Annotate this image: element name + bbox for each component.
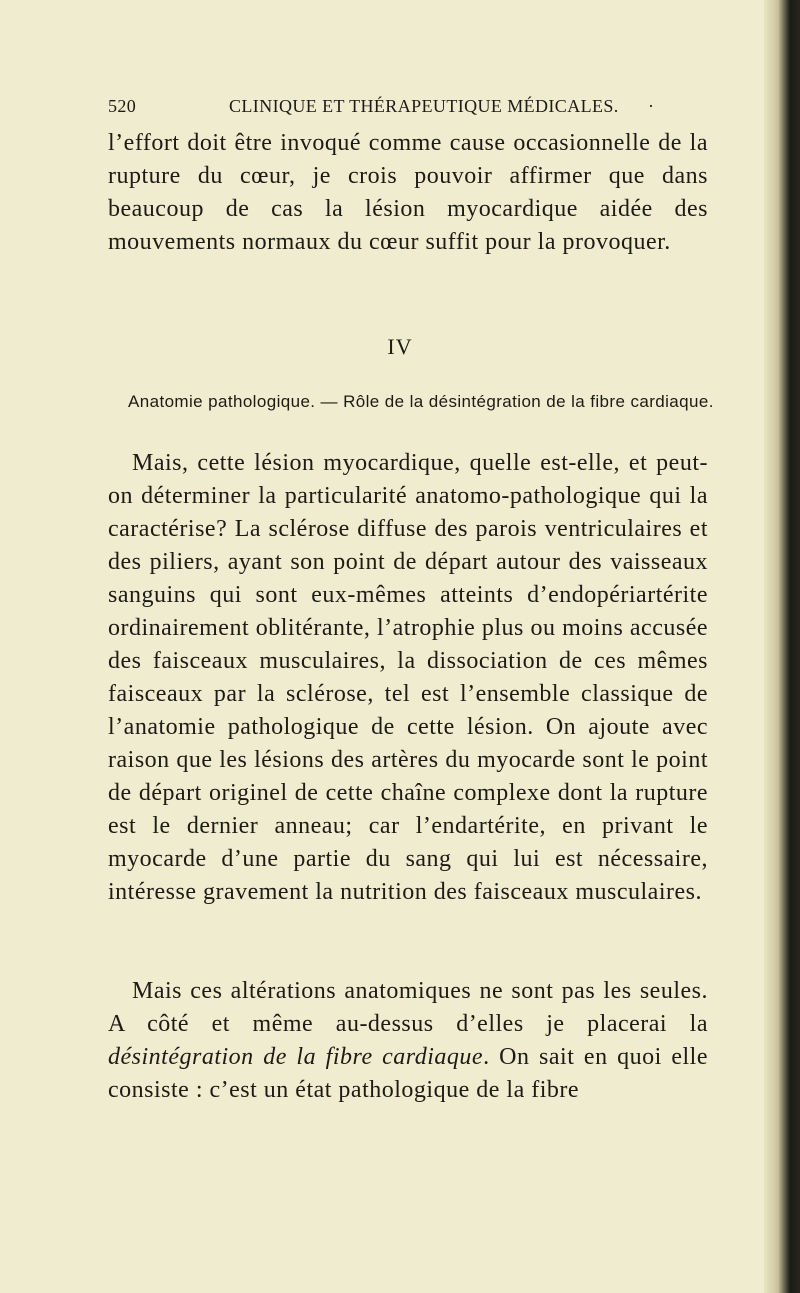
paragraph-3-text-start: Mais ces altérations anatomiques ne sont pas les seules. A côté et même au-dessus d’elles je placerai la <box>108 978 708 1037</box>
page-number: 520 <box>108 96 137 116</box>
paragraph-3-text-end: . On sait en quoi elle consiste : c’est un état pathologique de la fibre <box>108 1044 708 1103</box>
running-header <box>108 96 708 118</box>
page-edge-shadow <box>764 0 800 1293</box>
paragraph-2: Mais, cette lésion myocardique, quelle est-elle, et peut-on déterminer la particularité anatomo-pathologique qui la caractérise? La sclérose diffuse des parois ventriculaires et des piliers, ayant son point de départ autour des vaisseaux sanguins qui sont eux-mêmes atteints d’endopériartérite ordinairement oblitérante, l’atrophie plus ou moins accusée des faisceaux musculaires, la dissociation de ces mêmes faisceaux par la sclérose, tel est l’ensemble classique de l’anatomie pathologique de cette lésion. On ajoute avec raison que les lésions des artères du myocarde sont le point de départ originel de cette chaîne complexe dont la rupture est le dernier anneau; car l’endartérite, en privant le myocarde d’une partie du sang qui lui est nécessaire, intéresse gravement la nutrition des faisceaux musculaires. <box>108 450 708 905</box>
section-title: Anatomie pathologique. — Rôle de la désintégration de la fibre cardiaque. <box>128 392 714 411</box>
running-title: CLINIQUE ET THÉRAPEUTIQUE MÉDICALES. <box>229 96 619 116</box>
header-mark: · <box>648 96 655 116</box>
paragraph-3 <box>108 975 708 1107</box>
section-number: IV <box>387 334 413 359</box>
paragraph-3-emphasis: désintégration de la fibre cardiaque <box>108 1044 484 1070</box>
paragraph-1: l’effort doit être invoqué comme cause occasionnelle de la rupture du cœur, je crois pouvoir affirmer que dans beaucoup de cas la lésion myocardique aidée des mouvements normaux du cœur suffit pour la provoquer. <box>108 130 708 255</box>
